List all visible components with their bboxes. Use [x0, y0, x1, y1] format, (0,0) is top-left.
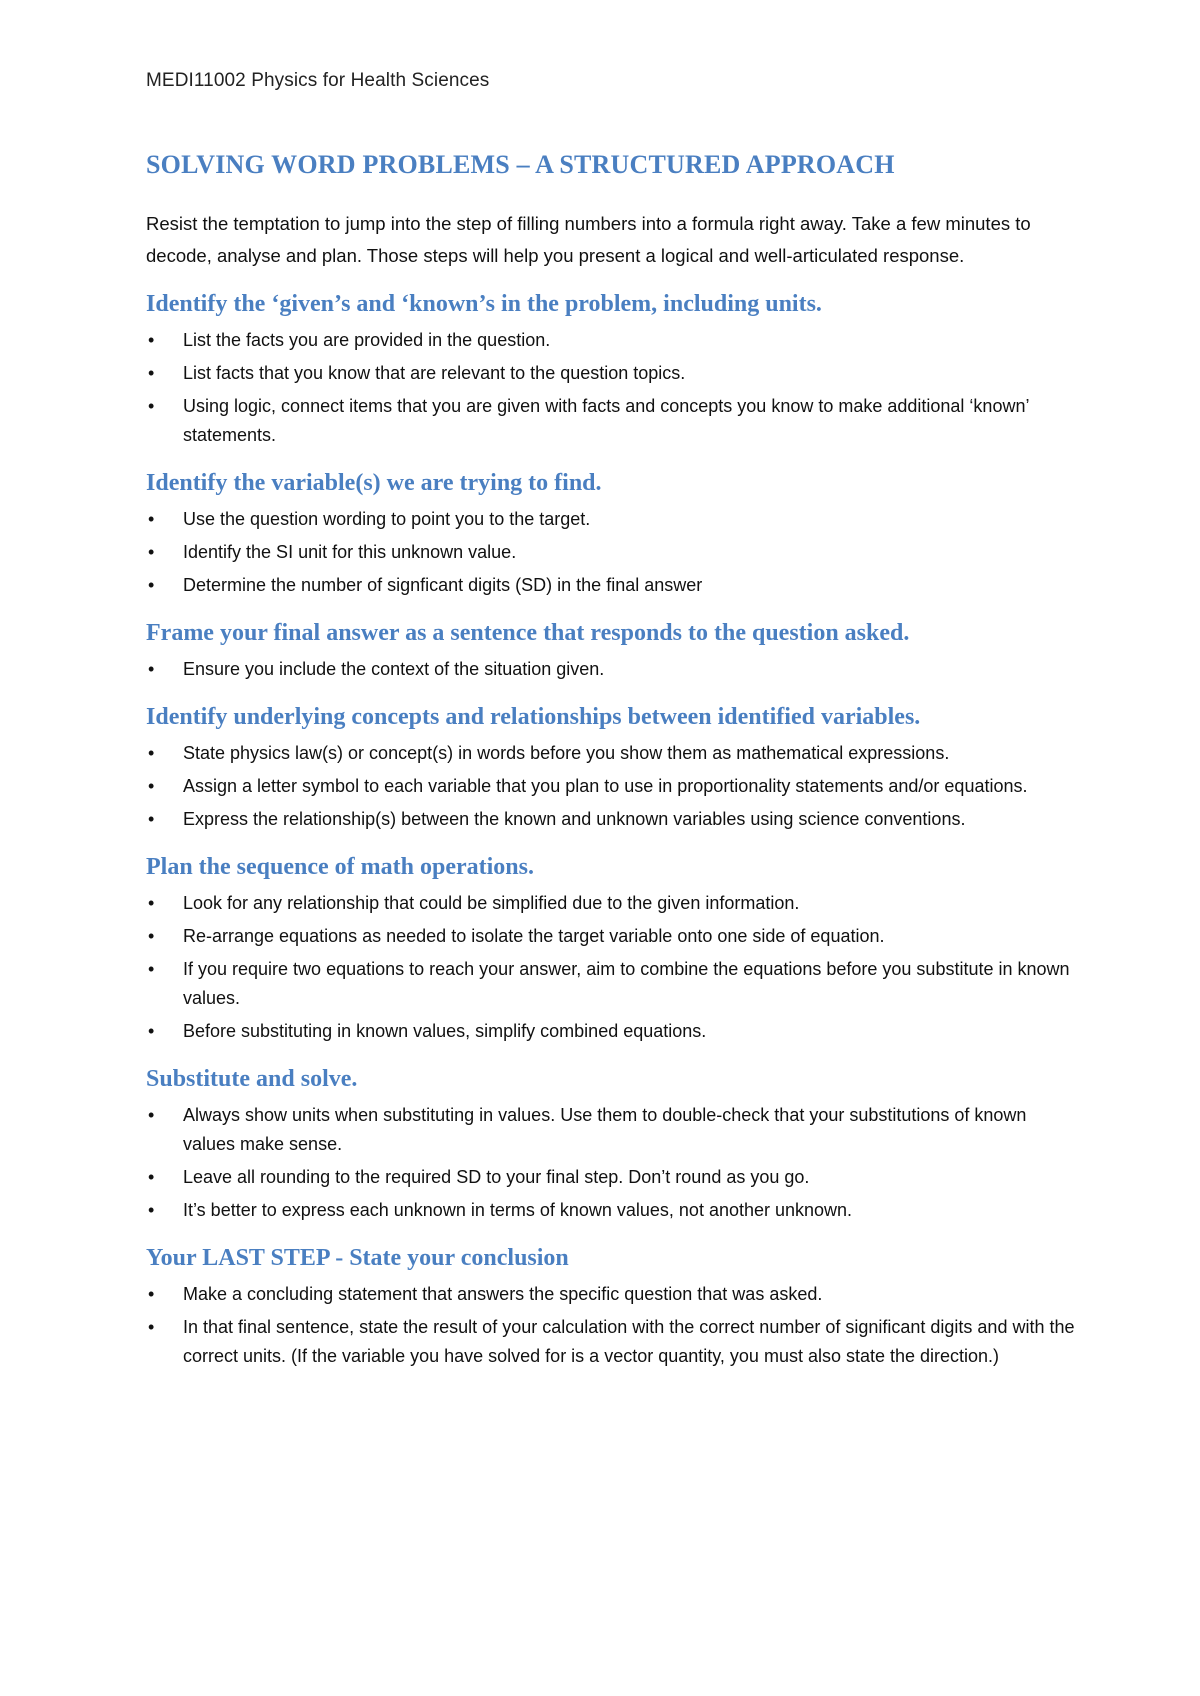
list-item	[146, 1196, 1076, 1225]
list-item-text: Use the question wording to point you to the target.	[183, 509, 591, 529]
bullet-icon: •	[148, 542, 155, 562]
bullet-list	[146, 1101, 1076, 1225]
list-item-text: In that final sentence, state the result of your calculation with the correct number of significant digits and with the correct units. (If the variable you have solved for is a vector quantity, you must also state the direction.)	[183, 1317, 1075, 1366]
list-item-text: Determine the number of signficant digits (SD) in the final answer	[183, 575, 703, 595]
list-item	[146, 772, 1076, 801]
list-item-text: Before substituting in known values, simplify combined equations.	[183, 1021, 707, 1041]
section-heading: Plan the sequence of math operations.	[146, 854, 534, 880]
list-item-text: It’s better to express each unknown in terms of known values, not another unknown.	[183, 1200, 853, 1220]
section-heading: Identify underlying concepts and relationships between identified variables.	[146, 704, 921, 730]
bullet-icon: •	[148, 1284, 155, 1304]
list-item-text: Express the relationship(s) between the known and unknown variables using science conventions.	[183, 809, 966, 829]
bullet-list	[146, 505, 1076, 600]
list-item-text: If you require two equations to reach your answer, aim to combine the equations before you substitute in known values.	[183, 959, 1070, 1008]
list-item-text: Look for any relationship that could be simplified due to the given information.	[183, 893, 800, 913]
list-item-text: State physics law(s) or concept(s) in words before you show them as mathematical expressions.	[183, 743, 950, 763]
list-item	[146, 359, 1076, 388]
section-heading: Substitute and solve.	[146, 1066, 358, 1092]
bullet-icon: •	[148, 363, 155, 383]
list-item-text: List facts that you know that are relevant to the question topics.	[183, 363, 686, 383]
bullet-icon: •	[148, 809, 155, 829]
sections-container	[146, 287, 1076, 1371]
list-item-text: Always show units when substituting in values. Use them to double-check that your substitutions of known values make sense.	[183, 1105, 1027, 1154]
list-item	[146, 571, 1076, 600]
list-item	[146, 1280, 1076, 1309]
list-item-text: Ensure you include the context of the situation given.	[183, 659, 605, 679]
list-item	[146, 1017, 1076, 1046]
list-item	[146, 538, 1076, 567]
bullet-icon: •	[148, 330, 155, 350]
section-heading: Frame your final answer as a sentence that responds to the question asked.	[146, 620, 910, 646]
list-item-text: Assign a letter symbol to each variable that you plan to use in proportionality statements and/or equations.	[183, 776, 1028, 796]
list-item	[146, 326, 1076, 355]
bullet-icon: •	[148, 509, 155, 529]
list-item	[146, 739, 1076, 768]
list-item	[146, 1163, 1076, 1192]
bullet-icon: •	[148, 659, 155, 679]
list-item	[146, 1313, 1076, 1371]
list-item-text: Leave all rounding to the required SD to your final step. Don’t round as you go.	[183, 1167, 810, 1187]
intro-paragraph: Resist the temptation to jump into the step of filling numbers into a formula right away. Take a few minutes to decode, analyse and plan. Those steps will help you present a logical and well-articulated response.	[146, 213, 1031, 266]
section-heading: Identify the variable(s) we are trying to find.	[146, 470, 602, 496]
bullet-icon: •	[148, 959, 155, 979]
bullet-icon: •	[148, 743, 155, 763]
bullet-icon: •	[148, 1105, 155, 1125]
bullet-icon: •	[148, 1021, 155, 1041]
bullet-list	[146, 1280, 1076, 1371]
list-item	[146, 889, 1076, 918]
list-item	[146, 392, 1076, 450]
bullet-icon: •	[148, 396, 155, 416]
list-item-text: List the facts you are provided in the question.	[183, 330, 551, 350]
list-item	[146, 922, 1076, 951]
list-item-text: Re-arrange equations as needed to isolate the target variable onto one side of equation.	[183, 926, 885, 946]
list-item-text: Identify the SI unit for this unknown value.	[183, 542, 517, 562]
bullet-list	[146, 326, 1076, 450]
bullet-list	[146, 739, 1076, 834]
document-title: SOLVING WORD PROBLEMS – A STRUCTURED APPROACH	[146, 150, 895, 179]
list-item	[146, 655, 1076, 684]
bullet-list	[146, 655, 1076, 684]
list-item	[146, 505, 1076, 534]
bullet-icon: •	[148, 1200, 155, 1220]
list-item	[146, 805, 1076, 834]
list-item-text: Using logic, connect items that you are given with facts and concepts you know to make additional ‘known’ statements.	[183, 396, 1029, 445]
bullet-icon: •	[148, 893, 155, 913]
bullet-icon: •	[148, 1317, 155, 1337]
list-item	[146, 955, 1076, 1013]
bullet-icon: •	[148, 575, 155, 595]
document-page	[146, 70, 1076, 1387]
section-heading: Identify the ‘given’s and ‘known’s in the problem, including units.	[146, 291, 822, 317]
page-header-course: MEDI11002 Physics for Health Sciences	[146, 70, 490, 91]
bullet-icon: •	[148, 1167, 155, 1187]
bullet-list	[146, 889, 1076, 1046]
bullet-icon: •	[148, 926, 155, 946]
list-item-text: Make a concluding statement that answers the specific question that was asked.	[183, 1284, 823, 1304]
list-item	[146, 1101, 1076, 1159]
section-heading: Your LAST STEP - State your conclusion	[146, 1245, 569, 1271]
bullet-icon: •	[148, 776, 155, 796]
